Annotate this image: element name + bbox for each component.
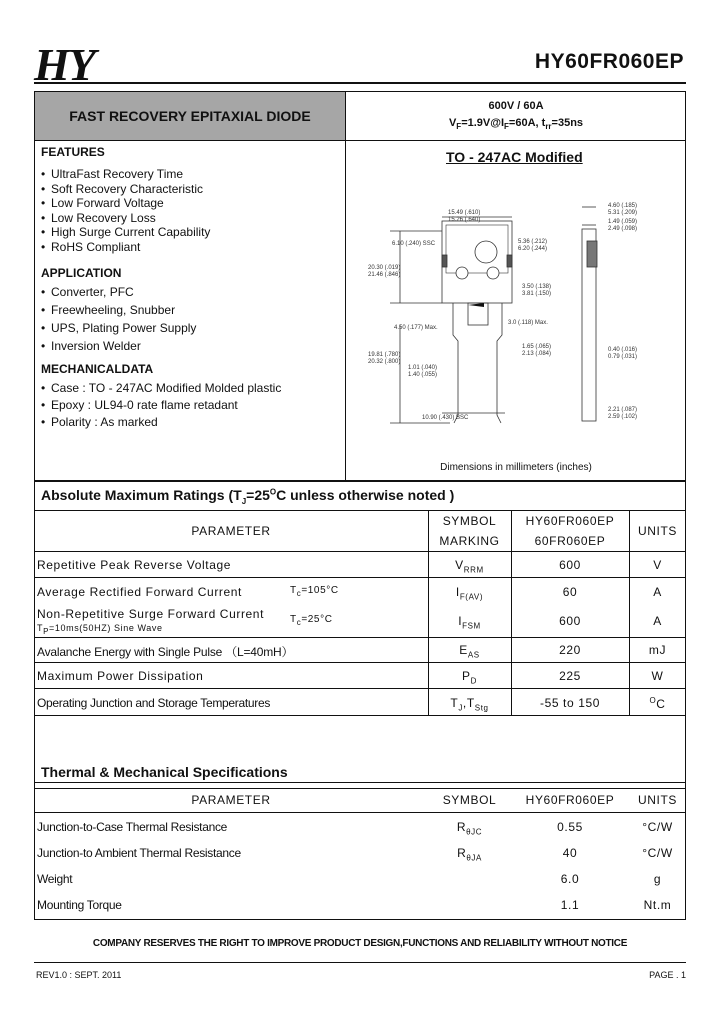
features-heading: FEATURES bbox=[41, 145, 105, 159]
pin-dot-right bbox=[487, 267, 499, 279]
param-junction-to-ambient: Junction-to Ambient Thermal Resistance bbox=[37, 846, 241, 860]
symbol-ifsm: $I_{FSM}$ bbox=[458, 614, 481, 631]
param-maximum-power-dissipation: Maximum Power Dissipation bbox=[37, 669, 204, 683]
list-item: • Inversion Welder bbox=[41, 339, 196, 357]
text-fragment: Absolute Maximum Ratings (T bbox=[41, 487, 242, 503]
header-rule bbox=[34, 82, 686, 84]
param-operating-temperatures: Operating Junction and Storage Temperatures bbox=[37, 696, 271, 710]
param-mounting-torque: Mounting Torque bbox=[37, 898, 122, 912]
list-item: • UPS, Plating Power Supply bbox=[41, 321, 196, 339]
features-list bbox=[41, 167, 210, 254]
dim-label: 1.01 (.040) bbox=[408, 365, 438, 371]
col-header-part: HY60FR060EP bbox=[525, 514, 615, 528]
symbol-rthja: $R_{\theta JA}$ bbox=[457, 846, 482, 863]
thermal-col-units: UNITS bbox=[638, 793, 677, 807]
value-torque: 1.1 bbox=[560, 898, 580, 912]
page-number: PAGE . 1 bbox=[649, 970, 686, 980]
dim-label: 1.49 (.059) bbox=[608, 219, 638, 225]
text-fragment: =25 bbox=[246, 487, 270, 503]
lead-stub bbox=[468, 303, 488, 325]
footer-rule bbox=[34, 962, 686, 963]
value-rthja: 40 bbox=[562, 846, 578, 860]
unit-ifsm: A bbox=[653, 614, 662, 628]
unit-weight: g bbox=[653, 872, 662, 886]
company-notice: COMPANY RESERVES THE RIGHT TO IMPROVE PRODUCT DESIGN,FUNCTIONS AND RELIABILITY WITHOUT NOTICE bbox=[92, 938, 628, 949]
text-fragment: V bbox=[448, 117, 457, 129]
package-body bbox=[442, 221, 512, 303]
dimension-note: Dimensions in millimeters (inches) bbox=[440, 462, 592, 473]
dim-label: 15.49 (.610) bbox=[448, 210, 481, 216]
text-fragment: =35ns bbox=[551, 117, 584, 129]
dim-label: 15.26 (.640) bbox=[448, 217, 481, 223]
package-name: TO - 247AC Modified bbox=[446, 149, 583, 165]
rule bbox=[34, 551, 686, 552]
list-item: • Polarity : As marked bbox=[41, 415, 281, 432]
text-fragment: =60A, t bbox=[508, 117, 546, 129]
param-repetitive-peak-reverse-voltage: Repetitive Peak Reverse Voltage bbox=[37, 558, 232, 572]
list-item: • UltraFast Recovery Time bbox=[41, 167, 210, 182]
symbol-rthjc: $R_{\theta JC}$ bbox=[456, 820, 483, 837]
symbol-eas: $E_{AS}$ bbox=[459, 643, 480, 660]
list-item: • Low Recovery Loss bbox=[41, 211, 210, 226]
symbol-pd: $P_D$ bbox=[462, 669, 477, 686]
title-rule bbox=[34, 140, 346, 141]
value-vrrm: 600 bbox=[559, 558, 581, 572]
col-header-units: UNITS bbox=[638, 524, 677, 538]
polarity-mark bbox=[468, 303, 484, 307]
dim-label: 3.81 (.150) bbox=[522, 291, 552, 297]
value-pd: 225 bbox=[559, 669, 581, 683]
unit-rthja: °C/W bbox=[642, 846, 673, 860]
param-avalanche-energy: Avalanche Energy with Single Pulse （L=40mH） bbox=[37, 645, 294, 659]
application-list bbox=[41, 285, 196, 357]
col-header-marking: MARKING bbox=[439, 534, 500, 548]
abs-max-title bbox=[41, 487, 454, 506]
rule bbox=[34, 812, 686, 813]
condition-tc105: $T_c=105^\circ C$ bbox=[290, 585, 339, 598]
dim-label: 2.13 (.084) bbox=[522, 351, 552, 357]
dim-label: 1.65 (.065) bbox=[522, 344, 552, 350]
text-fragment: O bbox=[269, 487, 277, 497]
application-heading: APPLICATION bbox=[41, 266, 122, 280]
symbol-ifav: $I_{F(AV)}$ bbox=[455, 585, 484, 602]
thermal-section bbox=[34, 760, 686, 920]
rule bbox=[34, 788, 686, 789]
text-fragment: =1.9V@I bbox=[461, 117, 505, 129]
col-header-parameter: PARAMETER bbox=[191, 524, 271, 538]
param-weight: Weight bbox=[37, 872, 73, 886]
mounting-hole bbox=[475, 241, 497, 263]
dim-label: 3.0 (.118) Max. bbox=[508, 320, 548, 326]
dim-label: 3.50 (.138) bbox=[522, 284, 552, 290]
electrical-specs-line bbox=[346, 117, 686, 131]
revision-label: REV1.0 : SEPT. 2011 bbox=[36, 970, 122, 980]
dim-label: 1.40 (.055) bbox=[408, 372, 438, 378]
mechanical-heading: MECHANICALDATA bbox=[41, 362, 154, 376]
value-weight: 6.0 bbox=[560, 872, 580, 886]
list-item: • Soft Recovery Characteristic bbox=[41, 182, 210, 197]
unit-eas: mJ bbox=[648, 643, 667, 657]
symbol-vrrm: $V_{RRM}$ bbox=[455, 558, 484, 575]
part-number: HY60FR060EP bbox=[534, 50, 684, 73]
unit-ifav: A bbox=[653, 585, 662, 599]
condition-tp-10ms: $T_P=10ms(50HZ)$ Sine Wave bbox=[37, 623, 163, 636]
text-fragment: J bbox=[241, 496, 247, 506]
value-rthjc: 0.55 bbox=[557, 820, 583, 834]
dim-label: 19.81 (.780) bbox=[368, 352, 401, 358]
package-tab bbox=[446, 225, 508, 273]
dim-label: 2.49 (.098) bbox=[608, 226, 638, 232]
dim-label: 20.30 (.019) bbox=[368, 265, 401, 271]
col-divider bbox=[629, 510, 630, 715]
dim-label: 10.90 (.430) BSC bbox=[422, 415, 469, 421]
col-header-symbol: SYMBOL bbox=[442, 514, 497, 528]
product-title: FAST RECOVERY EPITAXIAL DIODE bbox=[35, 92, 345, 140]
dim-label: 5.36 (.212) bbox=[518, 239, 548, 245]
company-logo: HY bbox=[34, 39, 94, 90]
param-junction-to-case: Junction-to-Case Thermal Resistance bbox=[37, 820, 228, 834]
value-temperature-range: -55 to 150 bbox=[539, 696, 601, 710]
unit-vrrm: V bbox=[653, 558, 662, 572]
dim-label: 5.31 (.209) bbox=[608, 210, 638, 216]
mechanical-list bbox=[41, 381, 281, 432]
symbol-tj-tstg: $T_J,T_{Stg}$ bbox=[450, 696, 489, 713]
rule bbox=[34, 715, 686, 716]
unit-temperature: $^O$C bbox=[649, 696, 666, 711]
lead-right bbox=[497, 303, 502, 423]
param-average-rectified-forward-current: Average Rectified Forward Current bbox=[37, 585, 242, 599]
thermal-col-part: HY60FR060EP bbox=[525, 793, 615, 807]
list-item: • Case : TO - 247AC Modified Molded plastic bbox=[41, 381, 281, 398]
thermal-title: Thermal & Mechanical Specifications bbox=[41, 764, 288, 780]
dim-label: 6.10 (.240) SSC bbox=[392, 241, 436, 247]
notch-right bbox=[507, 255, 512, 267]
pin-dot-left bbox=[456, 267, 468, 279]
dim-label: 0.79 (.031) bbox=[608, 354, 638, 360]
col-header-marking-code: 60FR060EP bbox=[534, 534, 606, 548]
dim-label: 21.46 (.846) bbox=[368, 272, 401, 278]
dim-label: 0.40 (.016) bbox=[608, 347, 638, 353]
list-item: • Converter, PFC bbox=[41, 285, 196, 303]
text-fragment: C unless otherwise noted ) bbox=[276, 487, 455, 503]
rule bbox=[34, 510, 686, 511]
value-ifav: 60 bbox=[562, 585, 578, 599]
thermal-col-parameter: PARAMETER bbox=[191, 793, 271, 807]
package-outline-drawing bbox=[350, 185, 685, 457]
lead-left bbox=[453, 303, 458, 423]
dim-label: 4.50 (.177) Max. bbox=[394, 325, 438, 331]
rule bbox=[34, 688, 686, 689]
dim-label: 6.20 (.244) bbox=[518, 246, 548, 252]
unit-rthjc: °C/W bbox=[642, 820, 673, 834]
unit-pd: W bbox=[651, 669, 664, 683]
rule bbox=[34, 577, 686, 578]
dim-label: 2.21 (.087) bbox=[608, 407, 638, 413]
voltage-current-rating: 600V / 60A bbox=[488, 100, 544, 112]
value-ifsm: 600 bbox=[559, 614, 581, 628]
thermal-col-symbol: SYMBOL bbox=[442, 793, 497, 807]
condition-tc25: $T_c=25^\circ C$ bbox=[290, 614, 333, 627]
notch-left bbox=[442, 255, 447, 267]
value-eas: 220 bbox=[559, 643, 581, 657]
text-fragment: F bbox=[504, 122, 509, 132]
text-fragment: F bbox=[456, 122, 462, 132]
dim-label: 2.59 (.102) bbox=[608, 414, 638, 420]
param-non-repetitive-surge-forward-current: Non-Repetitive Surge Forward Current bbox=[37, 607, 265, 621]
list-item: • Epoxy : UL94-0 rate flame retadant bbox=[41, 398, 281, 415]
text-fragment: rr bbox=[545, 122, 552, 132]
list-item: • High Surge Current Capability bbox=[41, 225, 210, 240]
list-item: • Freewheeling, Snubber bbox=[41, 303, 196, 321]
dim-label: 4.60 (.185) bbox=[608, 203, 638, 209]
overview-divider bbox=[345, 91, 346, 481]
list-item: • RoHS Compliant bbox=[41, 240, 210, 255]
rule bbox=[34, 662, 686, 663]
unit-torque: Nt.m bbox=[643, 898, 672, 912]
dim-label: 20.32 (.800) bbox=[368, 359, 401, 365]
rule bbox=[34, 637, 686, 638]
side-tab bbox=[587, 241, 597, 267]
spec-rule bbox=[345, 140, 686, 141]
list-item: • Low Forward Voltage bbox=[41, 196, 210, 211]
